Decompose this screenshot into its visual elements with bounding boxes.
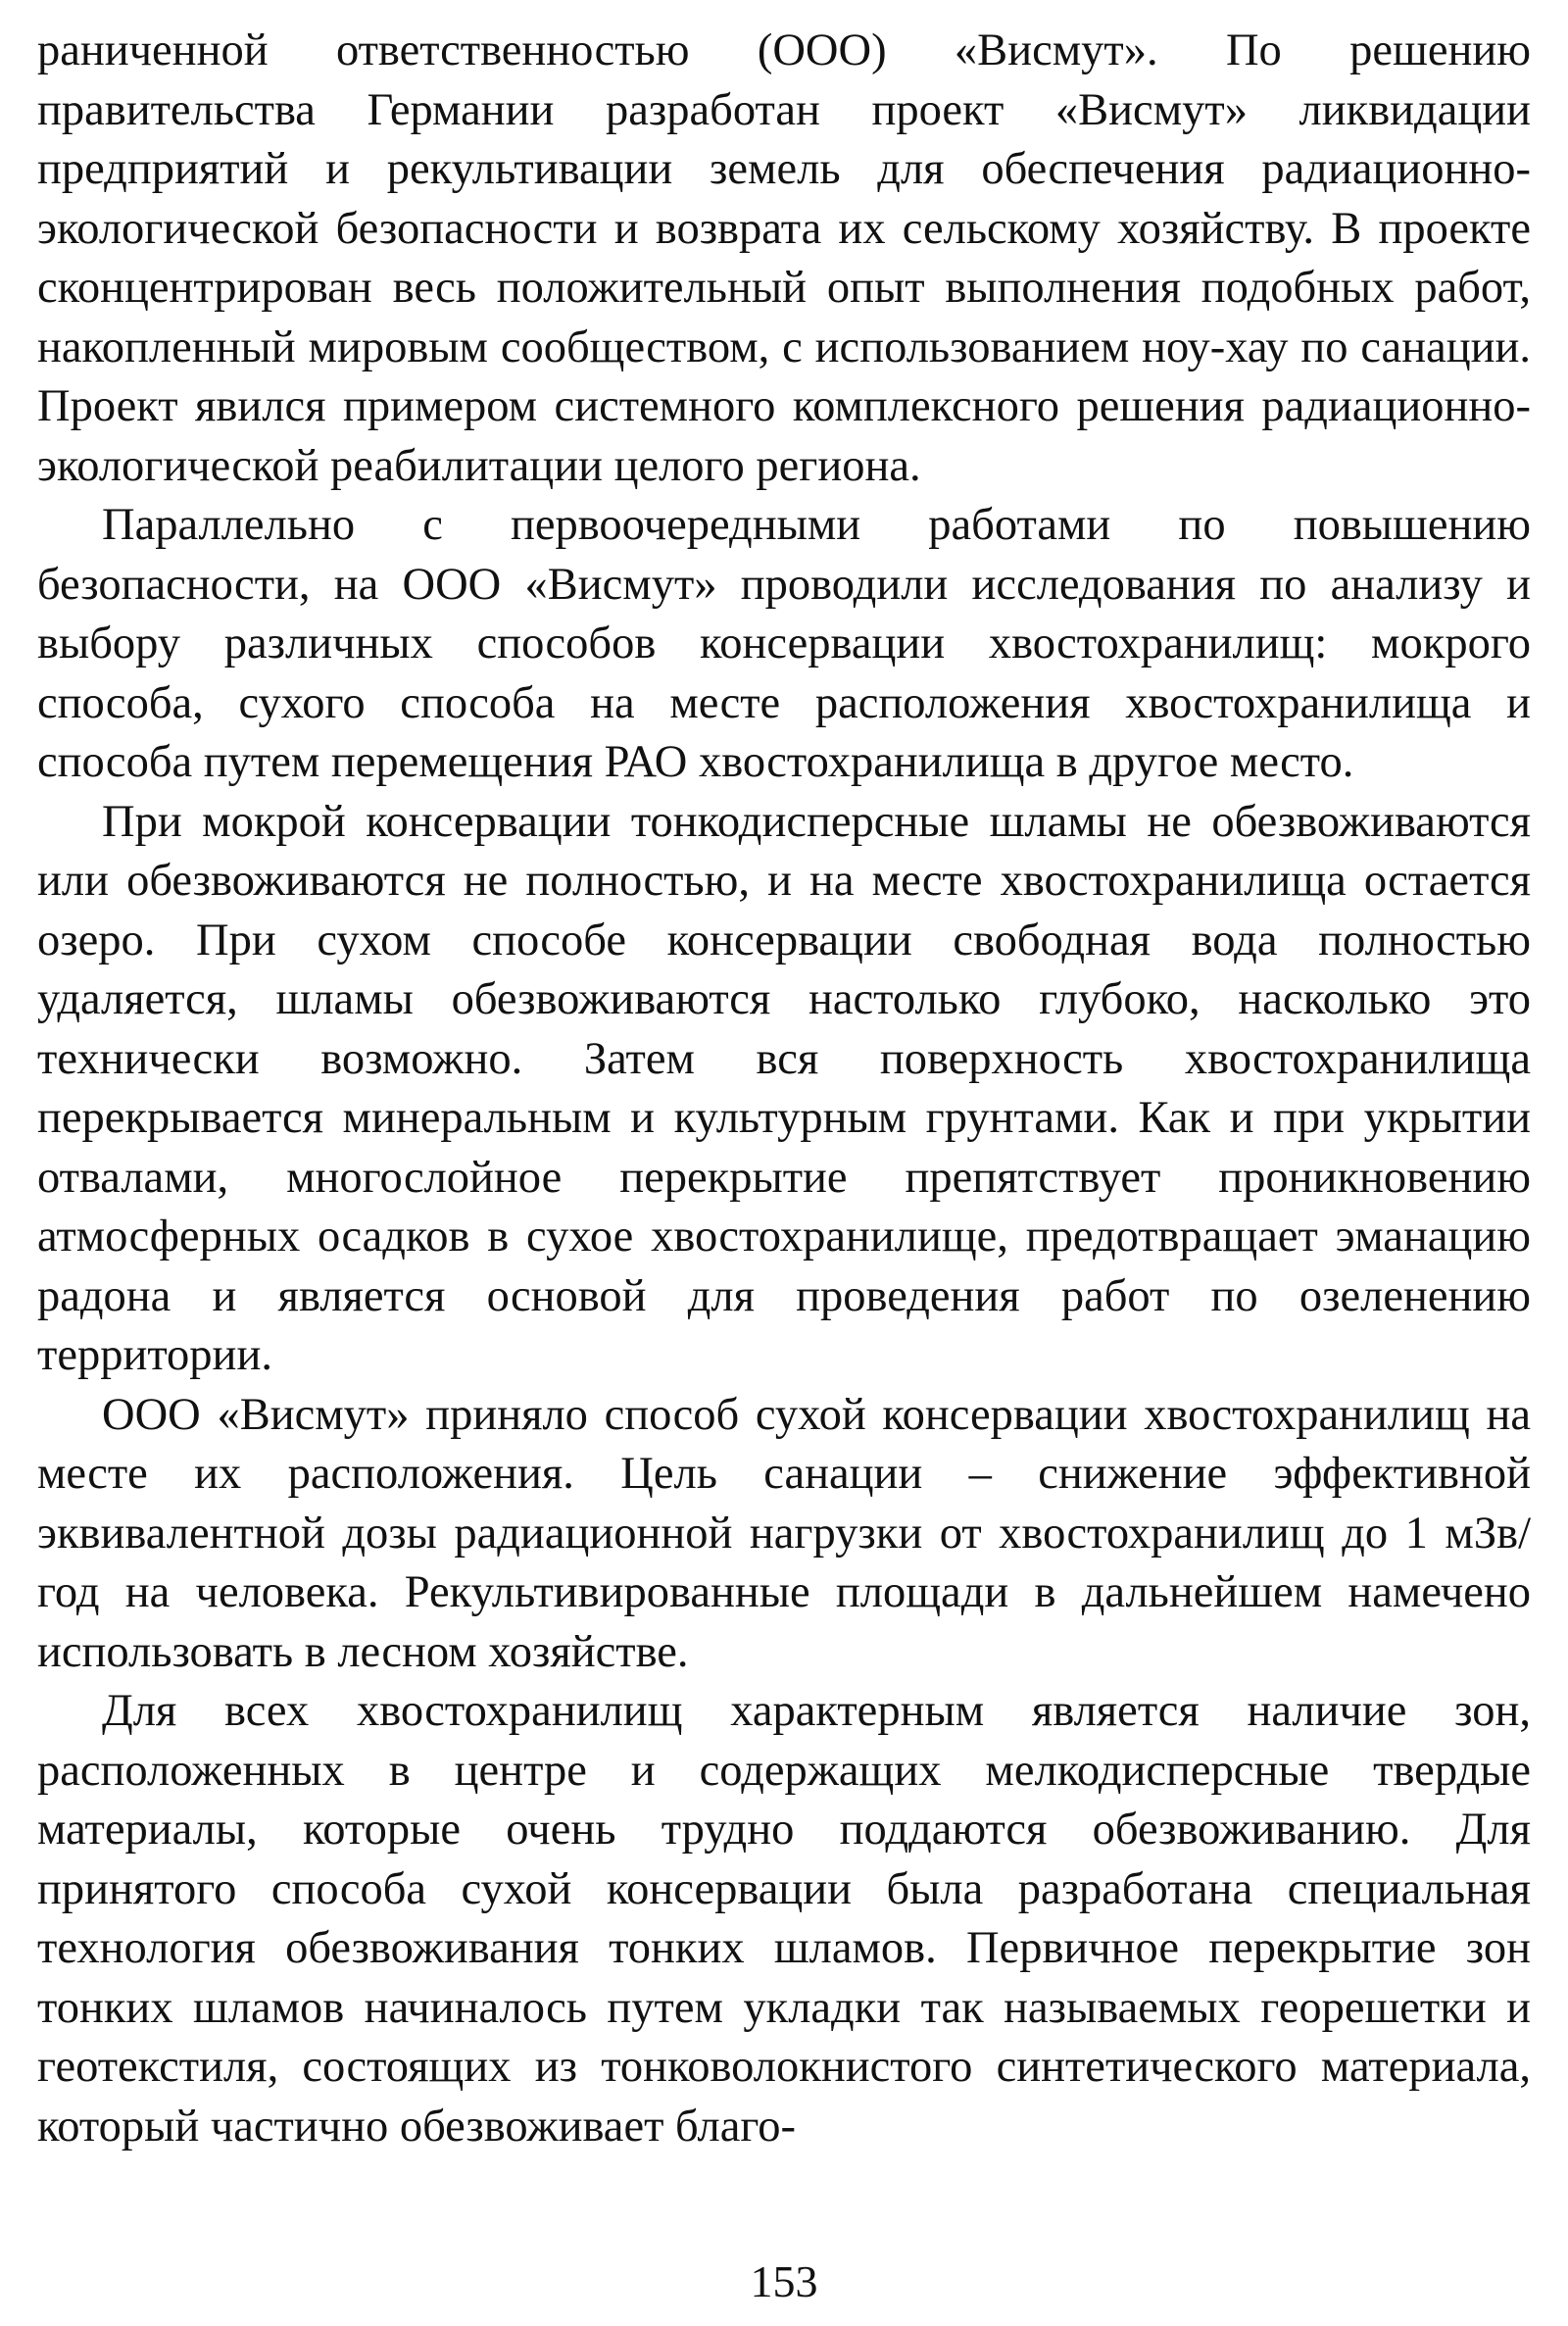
paragraph-5: Для всех хвостохранилищ характерным является наличие зон, расположенных в центре и содержащих мелкодисперсные твердые материалы, которые очень трудно поддаются обезвоживанию. Для принятого способа сухой консервации была разработана специальная технология обезвоживания тонких шламов. Первичное перекрытие зон тонких шламов начиналось путем укладки так называемых георешетки и геотекстиля, состоящих из тонковолокнистого синтетического материала, который частично обезвоживает благо- <box>37 1686 1531 2152</box>
page-number: 153 <box>750 2256 818 2306</box>
paragraph-1: раниченной ответственностью (ООО) «Висмут». По решению правительства Германии разработан проект «Висмут» ликвидации предприятий и рекультивации земель для обеспечения радиационно-экологической безопасности и возврата их сельскому хозяйству. В проекте сконцентрирован весь положительный опыт выполнения подобных работ, накопленный мировым сообществом, с использованием ноу-хау по санации. Проект явился примером системного комплексного решения радиационно-экологической реабилитации целого региона. <box>37 25 1531 491</box>
page-body <box>37 22 1531 2156</box>
paragraph-3: При мокрой консервации тонкодисперсные шламы не обезвоживаются или обезвоживаются не полностью, и на месте хвостохранилища остается озеро. При сухом способе консервации свободная вода полностью удаляется, шламы обезвоживаются настолько глубоко, насколько это технически возможно. Затем вся поверхность хвостохранилища перекрывается минеральным и культурным грунтами. Как и при укрытии отвалами, многослойное перекрытие препятствует проникновению атмосферных осадков в сухое хвостохранилище, предотвращает эманацию радона и является основой для проведения работ по озеленению территории. <box>37 796 1531 1380</box>
paragraph-2: Параллельно с первоочередными работами по повышению безопасности, на ООО «Висмут» проводили исследования по анализу и выбору различных способов консервации хвостохранилищ: мокрого способа, сухого способа на месте расположения хвостохранилища и способа путем перемещения РАО хвостохранилища в другое место. <box>37 500 1531 787</box>
paragraph-4: ООО «Висмут» приняло способ сухой консервации хвостохранилищ на месте их расположения. Цель санации – снижение эффективной эквивалентной дозы радиационной нагрузки от хвостохранилищ до 1 мЗв/год на человека. Рекультивированные площади в дальнейшем намечено использовать в лесном хозяйстве. <box>37 1389 1531 1677</box>
